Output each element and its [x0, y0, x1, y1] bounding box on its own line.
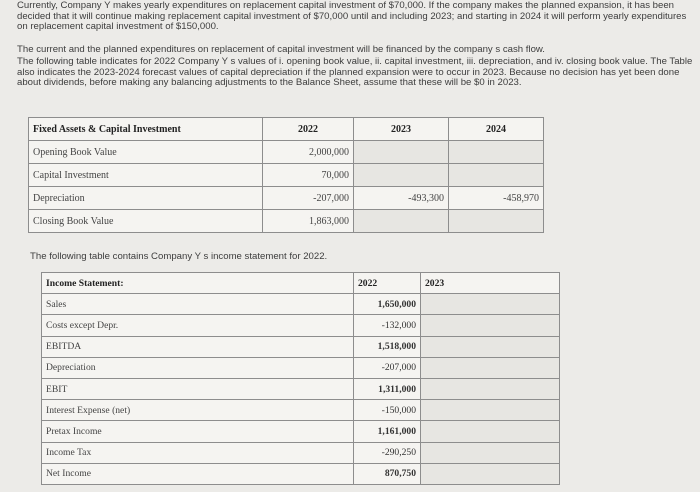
row-label: Interest Expense (net) — [42, 400, 354, 421]
row-label: Sales — [42, 294, 354, 315]
table-cell: -458,970 — [449, 187, 544, 210]
column-header: 2024 — [449, 118, 544, 141]
table-cell: 1,161,000 — [354, 421, 421, 442]
table-cell: -290,250 — [354, 442, 421, 463]
table-row — [29, 187, 544, 210]
row-label: Income Tax — [42, 442, 354, 463]
income-statement-caption: The following table contains Company Y s income statement for 2022. — [30, 251, 328, 262]
column-header: 2023 — [421, 273, 560, 294]
table-cell — [421, 378, 560, 399]
table-row — [42, 315, 560, 336]
table-cell: 1,518,000 — [354, 336, 421, 357]
table-cell: 870,750 — [354, 463, 421, 484]
row-label: Pretax Income — [42, 421, 354, 442]
table-cell — [449, 210, 544, 233]
table-header-row — [29, 118, 544, 141]
table-cell: -493,300 — [354, 187, 449, 210]
column-header: 2022 — [263, 118, 354, 141]
table-cell — [421, 400, 560, 421]
row-label: Depreciation — [29, 187, 263, 210]
column-header: Income Statement: — [42, 273, 354, 294]
table-cell: 1,650,000 — [354, 294, 421, 315]
table-cell — [449, 164, 544, 187]
table-row — [29, 164, 544, 187]
table-cell: 70,000 — [263, 164, 354, 187]
fixed-assets-table — [28, 117, 544, 233]
income-statement-table — [41, 272, 560, 485]
intro-paragraph-1: Currently, Company Y makes yearly expenditures on replacement capital investment of $70,000. If the company makes the planned expansion, it has been decided that it will continue making replacement capital investment of $70,000 until and including 2023; and starting in 2024 it will perform yearly expenditures on replacement capital investment of $150,000. — [17, 0, 687, 33]
row-label: Closing Book Value — [29, 210, 263, 233]
table-cell — [354, 141, 449, 164]
table-row — [42, 400, 560, 421]
table-cell — [421, 315, 560, 336]
table-row — [42, 294, 560, 315]
table-row — [42, 378, 560, 399]
table-cell: -132,000 — [354, 315, 421, 336]
table-cell: -207,000 — [354, 357, 421, 378]
table-row — [42, 421, 560, 442]
table-cell: 1,311,000 — [354, 378, 421, 399]
row-label: Opening Book Value — [29, 141, 263, 164]
table-cell — [421, 463, 560, 484]
table-cell: -207,000 — [263, 187, 354, 210]
column-header: 2023 — [354, 118, 449, 141]
table-cell: -150,000 — [354, 400, 421, 421]
table-header-row — [42, 273, 560, 294]
row-label: Depreciation — [42, 357, 354, 378]
column-header: 2022 — [354, 273, 421, 294]
row-label: Costs except Depr. — [42, 315, 354, 336]
table-cell — [421, 294, 560, 315]
intro-paragraph-2: The current and the planned expenditures on replacement of capital investment will be financed by the company s cash flow. — [17, 44, 545, 55]
table-row — [42, 463, 560, 484]
row-label: EBITDA — [42, 336, 354, 357]
table-row — [29, 210, 544, 233]
table-row — [42, 336, 560, 357]
row-label: Capital Investment — [29, 164, 263, 187]
table-cell — [421, 336, 560, 357]
table-cell: 1,863,000 — [263, 210, 354, 233]
column-header: Fixed Assets & Capital Investment — [29, 118, 263, 141]
table-cell — [354, 164, 449, 187]
table-row — [29, 141, 544, 164]
table-row — [42, 357, 560, 378]
table-row — [42, 442, 560, 463]
table-cell — [421, 421, 560, 442]
table-cell — [421, 357, 560, 378]
table-cell: 2,000,000 — [263, 141, 354, 164]
intro-paragraph-3: The following table indicates for 2022 Company Y s values of i. opening book value, ii. capital investment, iii. depreciation, and iv. closing book value. The Table also indicates the 2023-2024 forecast values of capital depreciation if the planned expansion were to occur in 2023. Because no decision has yet been done about dividends, before making any balancing adjustments to the Balance Sheet, assume that these will be $0 in 2023. — [17, 56, 693, 89]
table-cell — [354, 210, 449, 233]
row-label: Net Income — [42, 463, 354, 484]
table-cell — [449, 141, 544, 164]
row-label: EBIT — [42, 378, 354, 399]
table-cell — [421, 442, 560, 463]
